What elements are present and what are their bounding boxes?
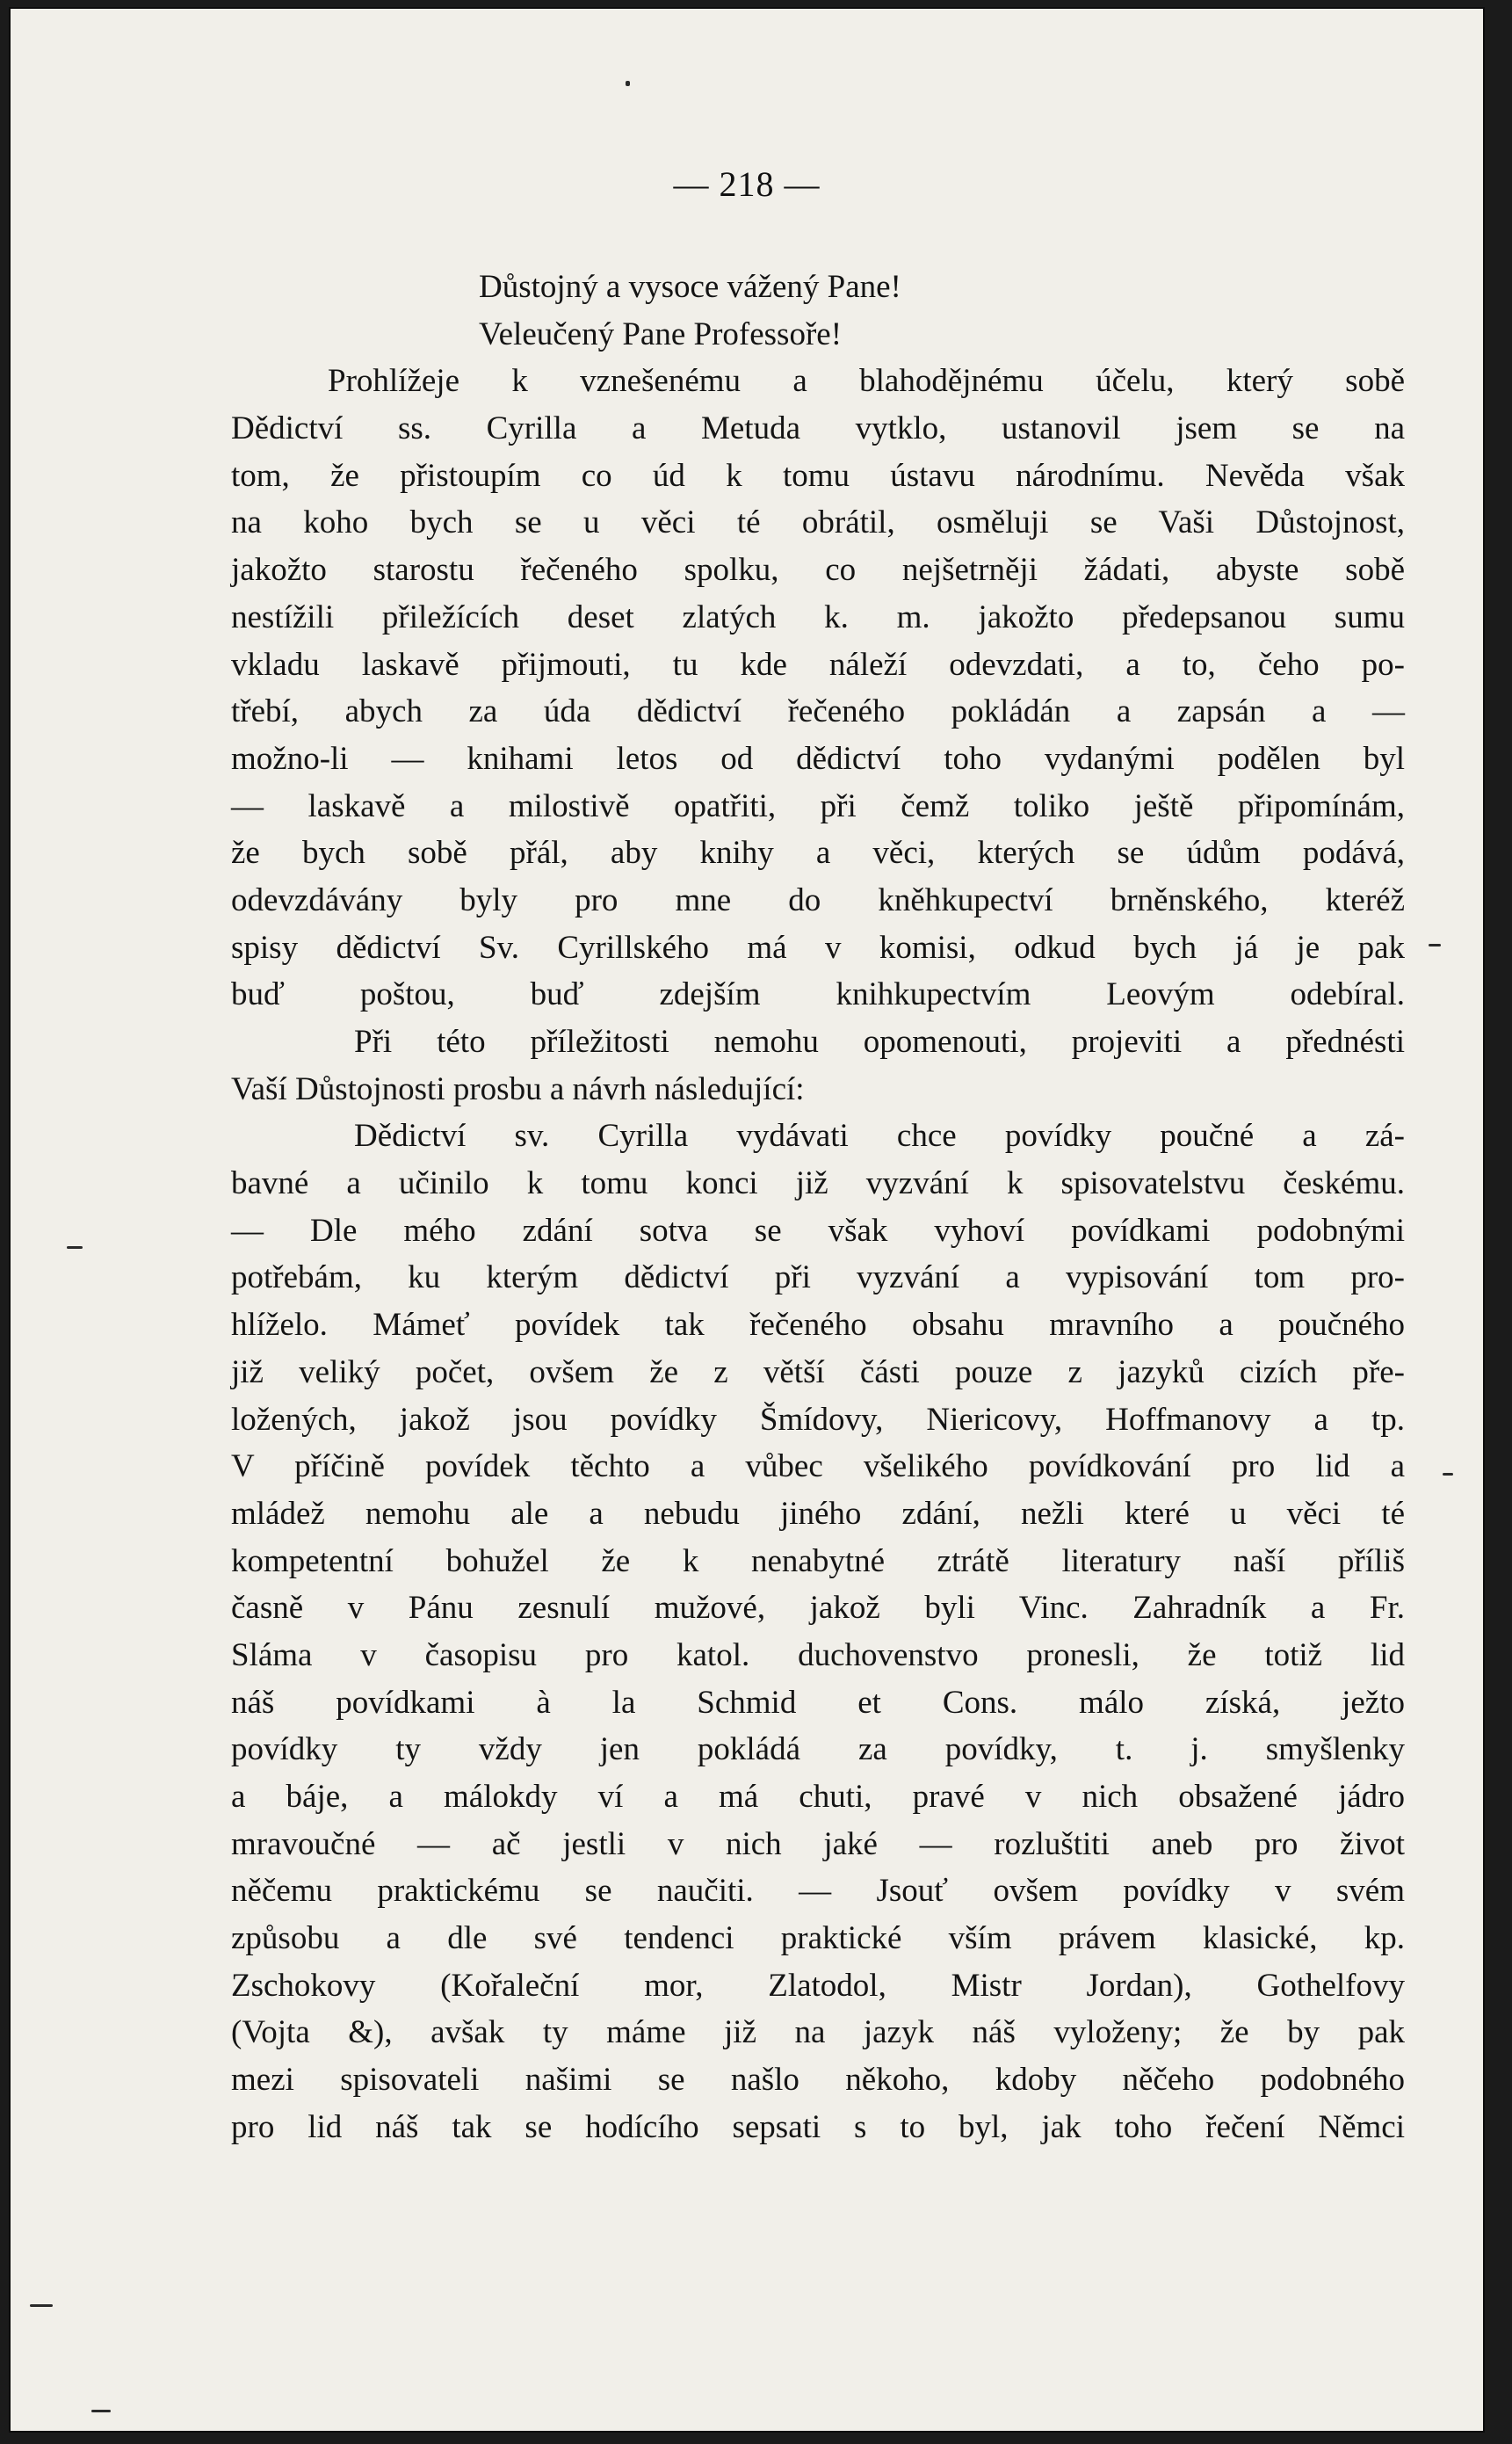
text-line: že bych sobě přál, aby knihy a věci, kterých se údům podává, [231, 835, 1405, 872]
text-line: pro lid náš tak se hodícího sepsati s to byl, jak toho řečení Němci [231, 2108, 1405, 2145]
text-line: možno-li — knihami letos od dědictví toho vydanými podělen byl [231, 740, 1405, 777]
text-line: odevzdávány byly pro mne do kněhkupectví brněnského, kteréž [231, 881, 1405, 918]
text-line: V příčině povídek těchto a vůbec všelikého povídkování pro lid a [231, 1448, 1405, 1485]
text-line: mezi spisovateli našimi se našlo někoho, kdoby něčeho podobného [231, 2062, 1405, 2099]
text-line: třebí, abych za úda dědictví řečeného pokládán a zapsán a — [231, 693, 1405, 730]
text-line: bavné a učinilo k tomu konci již vyzvání k spisovatelstvu českému. [231, 1165, 1405, 1202]
letter-body [231, 264, 1405, 2151]
text-line: Zschokovy (Kořaleční mor, Zlatodol, Mistr Jordan), Gothelfovy [231, 1967, 1405, 2004]
text-line: Dědictví ss. Cyrilla a Metuda vytklo, ustanovil jsem se na [231, 410, 1405, 447]
text-line: Sláma v časopisu pro katol. duchovenstvo pronesli, že totiž lid [231, 1636, 1405, 1673]
text-line: již veliký počet, ovšem že z větší části pouze z jazyků cizích pře- [231, 1353, 1405, 1390]
salutation-line: Veleučený Pane Professoře! [479, 315, 843, 352]
text-line: způsobu a dle své tendenci praktické vším právem klasické, kp. [231, 1920, 1405, 1957]
text-line: povídky ty vždy jen pokládá za povídky, t. j. smyšlenky [231, 1731, 1405, 1768]
scan-speck [67, 1246, 83, 1249]
text-line: mravoučné — ač jestli v nich jaké — rozluštiti aneb pro život [231, 1825, 1405, 1862]
text-line: — Dle mého zdání sotva se však vyhoví povídkami podobnými [231, 1212, 1405, 1249]
scanned-page [11, 9, 1483, 2431]
text-line: vkladu laskavě přijmouti, tu kde náleží odevzdati, a to, čeho po- [231, 646, 1405, 683]
scan-speck [1443, 1473, 1453, 1476]
text-line: tom, že přistoupím co úd k tomu ústavu národnímu. Nevěda však [231, 457, 1405, 494]
text-line: Dědictví sv. Cyrilla vydávati chce povídky poučné a zá- [354, 1118, 1405, 1155]
text-line: časně v Pánu zesnulí mužové, jakož byli Vinc. Zahradník a Fr. [231, 1590, 1405, 1627]
text-line: Prohlížeje k vznešenému a blahodějnému účelu, který sobě [328, 363, 1405, 400]
text-line: jakožto starostu řečeného spolku, co nejšetrněji žádati, abyste sobě [231, 552, 1405, 589]
text-line: na koho bych se u věci té obrátil, osměluji se Vaši Důstojnost, [231, 504, 1405, 541]
text-line: náš povídkami à la Schmid et Cons. málo získá, ježto [231, 1684, 1405, 1721]
text-line: ložených, jakož jsou povídky Šmídovy, Niericovy, Hoffmanovy a tp. [231, 1401, 1405, 1438]
text-line: Vaší Důstojnosti prosbu a návrh následující: [231, 1070, 805, 1107]
text-line: potřebám, ku kterým dědictví při vyzvání a vypisování tom pro- [231, 1259, 1405, 1296]
scan-speck [91, 2410, 111, 2412]
text-line: a báje, a málokdy ví a má chuti, pravé v nich obsažené jádro [231, 1779, 1405, 1815]
text-line: nestížili přiležících deset zlatých k. m. jakožto předepsanou sumu [231, 598, 1405, 635]
text-line: mládež nemohu ale a nebudu jiného zdání, nežli které u věci té [231, 1495, 1405, 1532]
scan-speck [30, 2304, 53, 2307]
text-line: buď poštou, buď zdejším knihkupectvím Leovým odebíral. [231, 976, 1405, 1013]
text-line: něčemu praktickému se naučiti. — Jsouť ovšem povídky v svém [231, 1873, 1405, 1910]
text-line: hlíželo. Mámeť povídek tak řečeného obsahu mravního a poučného [231, 1307, 1405, 1344]
text-line: spisy dědictví Sv. Cyrillského má v komisi, odkud bych já je pak [231, 929, 1405, 966]
text-line: (Vojta &), avšak ty máme již na jazyk náš vyloženy; že by pak [231, 2014, 1405, 2051]
scan-speck [1429, 944, 1441, 946]
text-line: — laskavě a milostivě opatřiti, při čemž toliko ještě připomínám, [231, 787, 1405, 824]
text-line: kompetentní bohužel že k nenabytné ztrátě literatury naší příliš [231, 1542, 1405, 1579]
scan-speck [626, 81, 630, 86]
salutation-line: Důstojný a vysoce vážený Pane! [479, 269, 901, 305]
page-number: — 218 — [673, 164, 821, 204]
text-line: Při této příležitosti nemohu opomenouti, projeviti a přednésti [354, 1024, 1405, 1060]
